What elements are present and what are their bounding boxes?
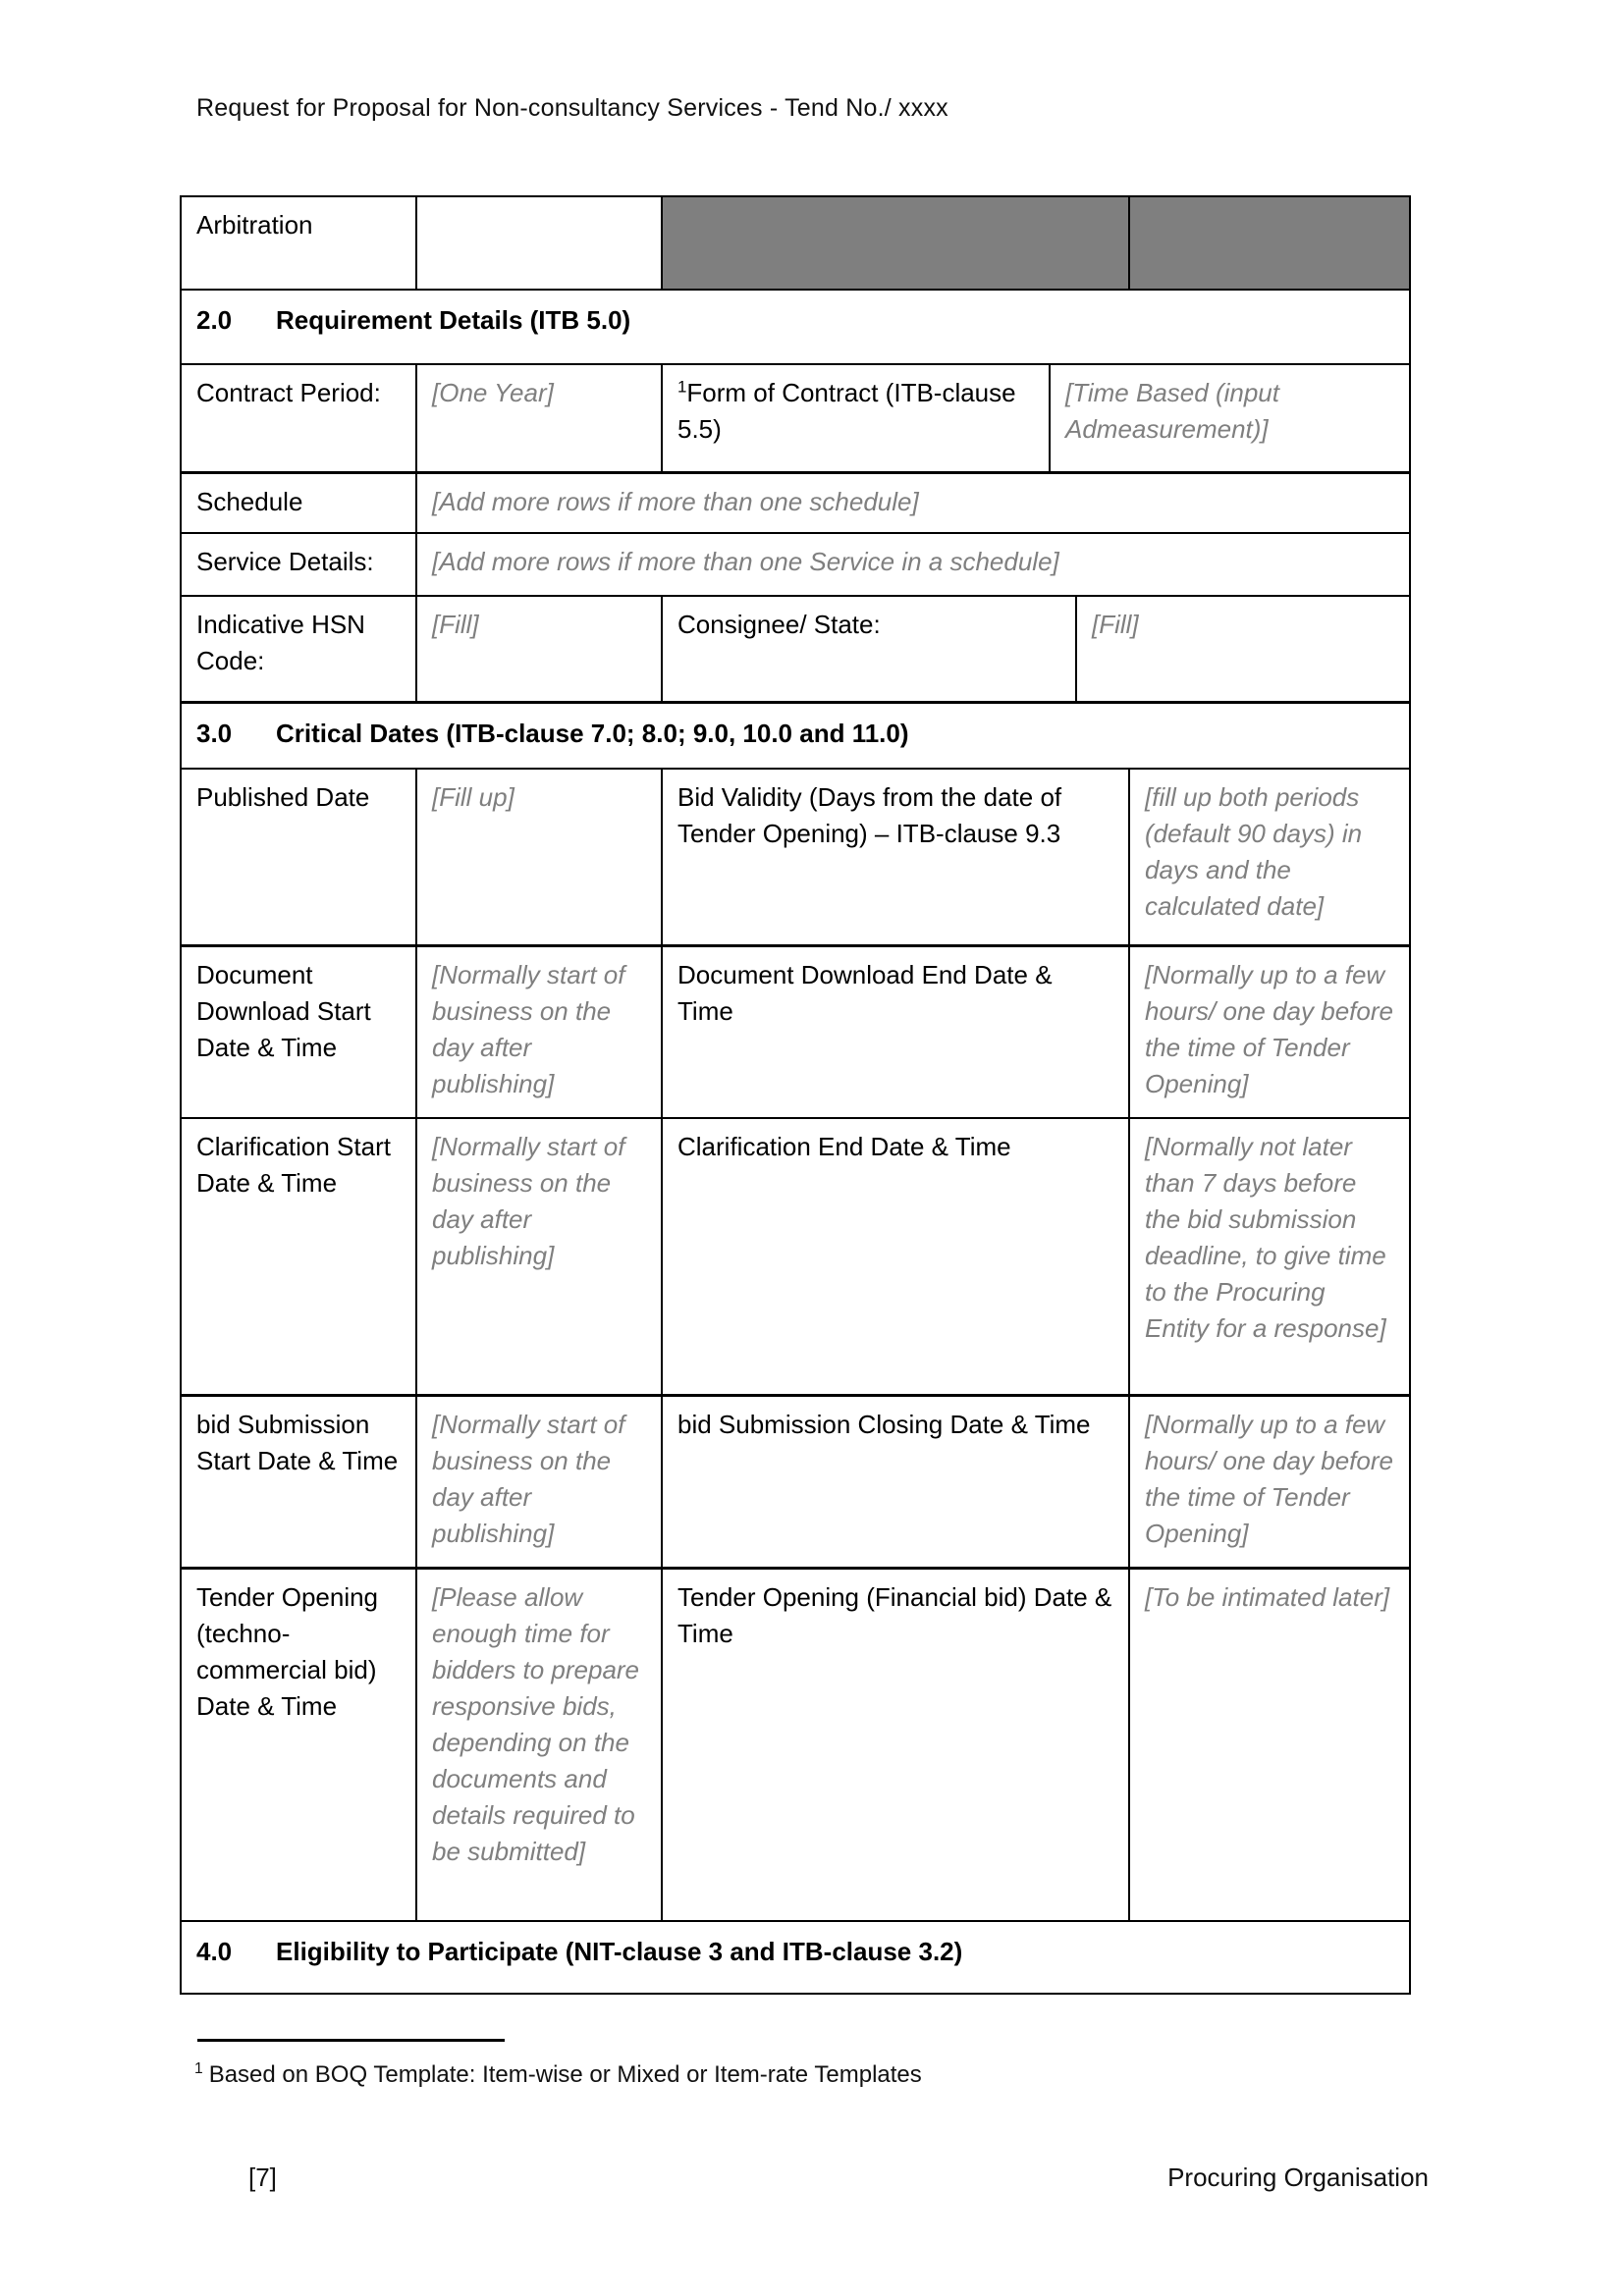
- cell-subheading: Bid Validity (Days from the date of Tender Opening) – ITB-clause 9.3: [663, 770, 1130, 944]
- cell-subheading: bid Submission Closing Date & Time: [663, 1397, 1130, 1567]
- cell-note-placeholder: [To be intimated later]: [1145, 1582, 1390, 1612]
- row-clarification: [182, 1117, 1409, 1394]
- cell-label: Published Date: [182, 770, 417, 944]
- footnote-marker: 1: [194, 2060, 203, 2077]
- cell-label: Indicative HSN Code:: [182, 597, 417, 701]
- row-document-download: [182, 944, 1409, 1117]
- footnote-text: $^1$ Based on BOQ Template: Item-wise or Mixed or Item-rate Templates: [194, 2060, 922, 2088]
- section-heading: [182, 1922, 1409, 1993]
- section-heading: [182, 291, 1409, 363]
- section-title: Critical Dates (ITB-clause 7.0; 8.0; 9.0, 10.0 and 11.0): [276, 719, 909, 748]
- cell-note-placeholder: [Normally start of business on the day after publishing]: [417, 1397, 663, 1567]
- cell-value-placeholder: [Fill]: [417, 597, 663, 701]
- page-footer: [180, 2163, 1429, 2193]
- section-title: Eligibility to Participate (NIT-clause 3 and ITB-clause 3.2): [276, 1937, 963, 1966]
- cell-note-placeholder: [Time Based (input Admeasurement)]: [1065, 378, 1279, 444]
- cell-value-placeholder: [Fill up]: [417, 770, 663, 944]
- section-number: 4.0: [196, 1937, 233, 1966]
- row-published-date: [182, 768, 1409, 944]
- row-contract-period: [182, 363, 1409, 471]
- cell-value-placeholder: [Add more rows if more than one schedule]: [432, 487, 919, 516]
- cell-note-placeholder: [Normally start of business on the day after publishing]: [417, 1119, 663, 1394]
- cell-empty: [417, 197, 663, 289]
- cell-note-placeholder: [Normally not later than 7 days before the bid submission deadline, to give time to the Procuring Entity for a response]: [1145, 1132, 1386, 1343]
- row-section-3: [182, 701, 1409, 768]
- rfp-details-table: [180, 195, 1411, 1995]
- cell-label: bid Submission Start Date & Time: [182, 1397, 417, 1567]
- cell-label: Service Details:: [182, 534, 417, 595]
- row-hsn-code: [182, 595, 1409, 701]
- row-arbitration: [182, 197, 1409, 289]
- cell-note-placeholder: [fill up both periods (default 90 days) in days and the calculated date]: [1145, 782, 1363, 921]
- section-number: 2.0: [196, 305, 233, 335]
- row-tender-opening: [182, 1567, 1409, 1920]
- cell-label: Arbitration: [182, 197, 417, 289]
- section-number: 3.0: [196, 719, 233, 748]
- section-heading: [182, 704, 1409, 768]
- cell-value-placeholder: [One Year]: [417, 365, 663, 471]
- cell-label: Contract Period:: [182, 365, 417, 471]
- cell-subheading: $^1$Form of Contract (ITB-clause 5.5): [663, 365, 1051, 471]
- page-number: [7]: [248, 2163, 277, 2192]
- cell-gray-redacted: [1130, 197, 1409, 289]
- cell-subheading: Clarification End Date & Time: [663, 1119, 1130, 1394]
- cell-note-placeholder: [Normally up to a few hours/ one day before the time of Tender Opening]: [1145, 1410, 1393, 1548]
- cell-value-placeholder: [Add more rows if more than one Service in a schedule]: [432, 547, 1059, 576]
- row-section-2: [182, 289, 1409, 363]
- cell-value-placeholder: [Fill]: [1092, 610, 1139, 639]
- section-title: Requirement Details (ITB 5.0): [276, 305, 631, 335]
- cell-note-placeholder: [Normally start of business on the day after publishing]: [417, 947, 663, 1117]
- footer-organisation: Procuring Organisation: [1167, 2163, 1429, 2192]
- page-title: Request for Proposal for Non-consultancy Services - Tend No./ xxxx: [196, 94, 948, 122]
- footnote-separator-rule: [197, 2039, 505, 2042]
- cell-note-placeholder: [Please allow enough time for bidders to prepare responsive bids, depending on the documents and details required to be submitted]: [417, 1570, 663, 1920]
- row-service-details: [182, 532, 1409, 595]
- cell-label: Schedule: [182, 474, 417, 532]
- row-bid-submission: [182, 1394, 1409, 1567]
- cell-label: Document Download Start Date & Time: [182, 947, 417, 1117]
- cell-gray-redacted: [663, 197, 1130, 289]
- cell-subheading: Consignee/ State:: [663, 597, 1077, 701]
- cell-label: Tender Opening (techno-commercial bid) Date & Time: [182, 1570, 417, 1920]
- footnote-reference: 1: [677, 377, 687, 397]
- cell-subheading: Document Download End Date & Time: [663, 947, 1130, 1117]
- row-schedule: [182, 471, 1409, 532]
- row-section-4: [182, 1920, 1409, 1993]
- cell-label: Clarification Start Date & Time: [182, 1119, 417, 1394]
- cell-note-placeholder: [Normally up to a few hours/ one day before the time of Tender Opening]: [1145, 960, 1393, 1098]
- cell-subheading: Tender Opening (Financial bid) Date & Time: [663, 1570, 1130, 1920]
